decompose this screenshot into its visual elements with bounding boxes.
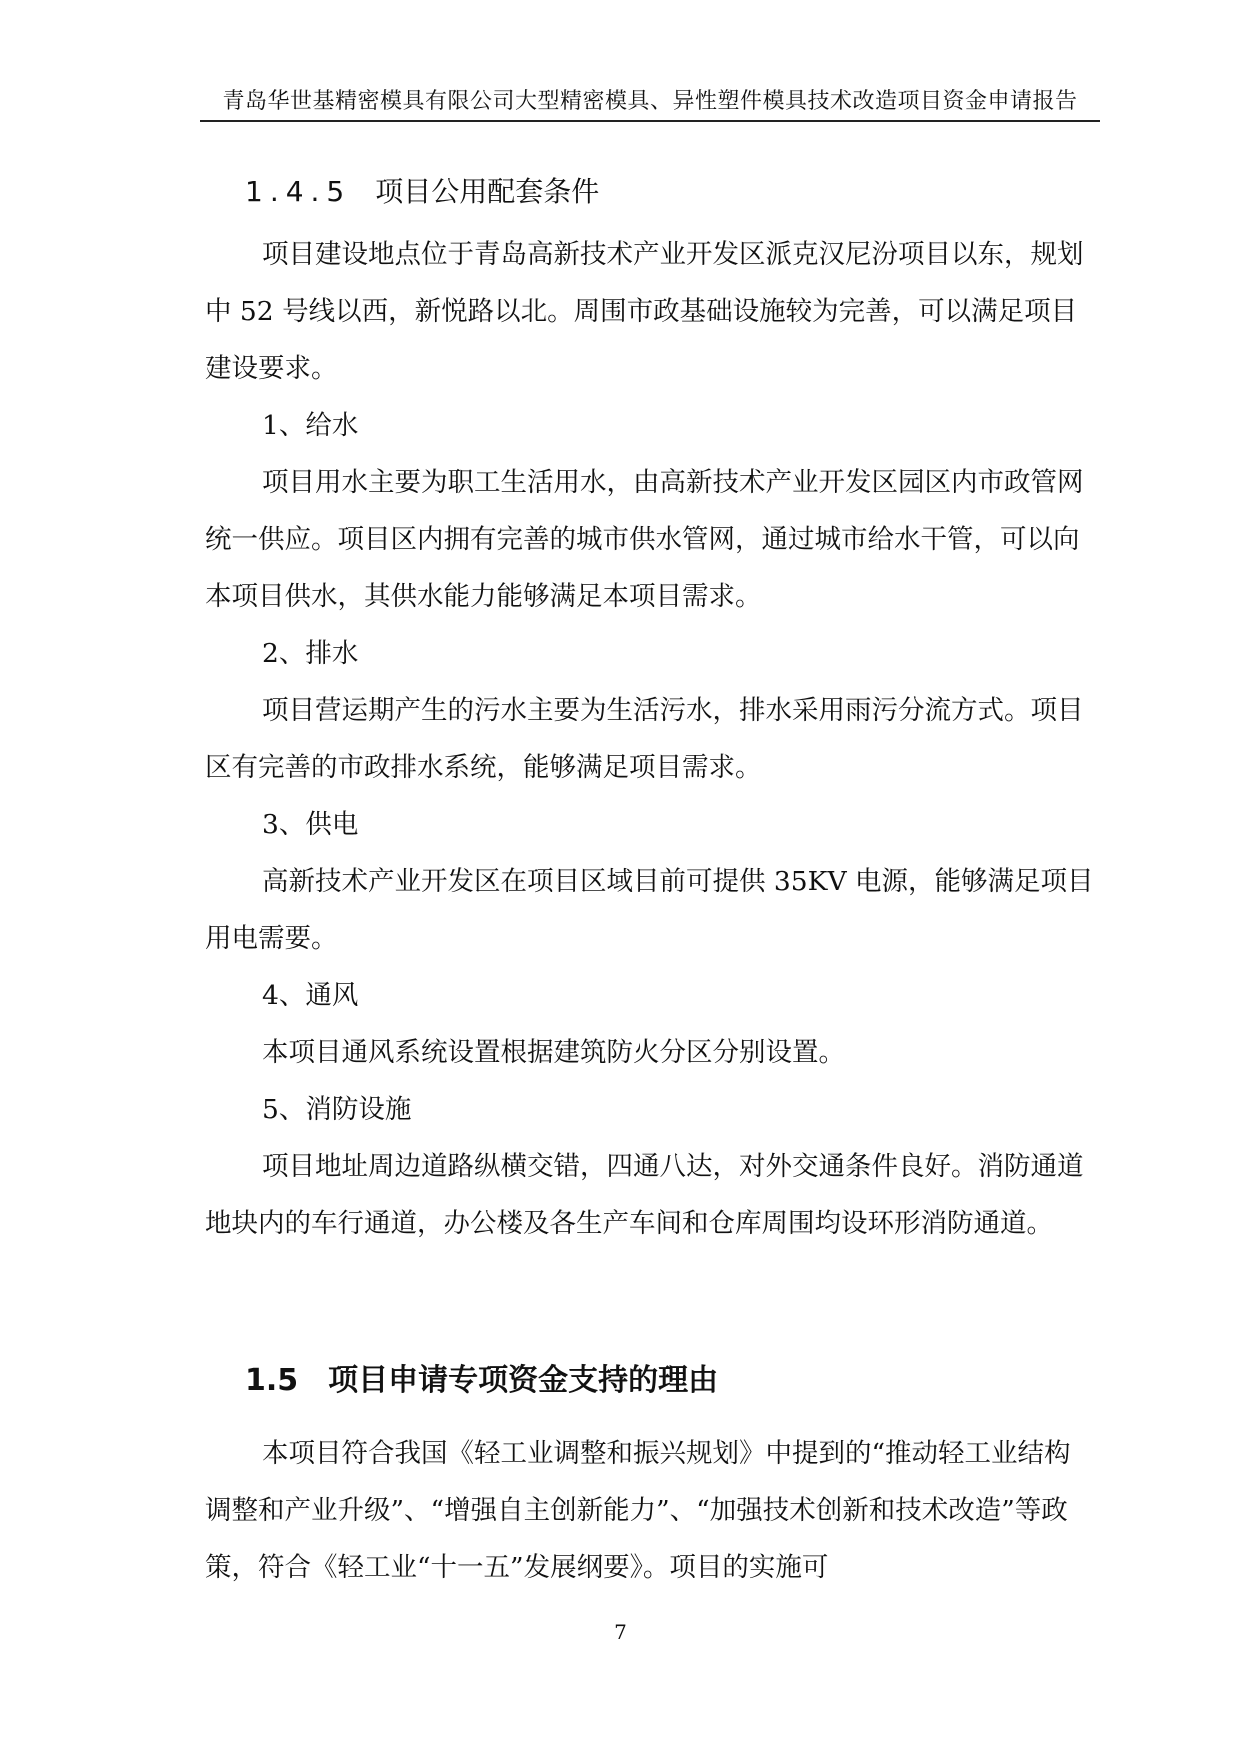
item-label-ventilation: 4、通风 (262, 980, 359, 1011)
reason-paragraph: 本项目符合我国《轻工业调整和振兴规划》中提到的“推动轻工业结构调整和产业升级”、“增强自主创新能力”、“加强技术创新和技术改造”等政策，符合《轻工业“十一五”发展纲要》。项目的实施可 (205, 1438, 1071, 1583)
section-1-5-body (205, 1425, 1097, 1596)
item-text-water-supply: 项目用水主要为职工生活用水，由高新技术产业开发区园区内市政管网统一供应。项目区内拥有完善的城市供水管网，通过城市给水干管，可以向本项目供水，其供水能力能够满足本项目需求。 (205, 467, 1084, 612)
intro-paragraph: 项目建设地点位于青岛高新技术产业开发区派克汉尼汾项目以东，规划中 52 号线以西，新悦路以北。周围市政基础设施较为完善，可以满足项目建设要求。 (205, 239, 1084, 384)
section-title: 项目申请专项资金支持的理由 (328, 1363, 719, 1398)
item-label-drainage: 2、排水 (262, 638, 359, 669)
item-text-power-supply: 高新技术产业开发区在项目区域目前可提供 35KV 电源，能够满足项目用电需要。 (205, 866, 1094, 954)
header-rule (200, 120, 1100, 122)
section-title: 项目公用配套条件 (375, 175, 600, 208)
section-number: 1.5 (245, 1363, 299, 1398)
item-label-water-supply: 1、给水 (262, 410, 359, 441)
section-1-5-heading (245, 1355, 718, 1399)
item-text-fire-protection: 项目地址周边道路纵横交错，四通八达，对外交通条件良好。消防通道地块内的车行通道，办公楼及各生产车间和仓库周围均设环形消防通道。 (205, 1151, 1084, 1239)
section-1-4-5-body (205, 226, 1097, 1252)
section-number: 1.4.5 (245, 175, 352, 208)
section-1-4-5-heading (245, 170, 599, 210)
item-label-power-supply: 3、供电 (262, 809, 359, 840)
running-header: 青岛华世基精密模具有限公司大型精密模具、异性塑件模具技术改造项目资金申请报告 (222, 89, 1078, 114)
item-label-fire-protection: 5、消防设施 (262, 1094, 412, 1125)
page-number: 7 (614, 1620, 627, 1644)
item-text-ventilation: 本项目通风系统设置根据建筑防火分区分别设置。 (262, 1037, 845, 1068)
item-text-drainage: 项目营运期产生的污水主要为生活污水，排水采用雨污分流方式。项目区有完善的市政排水系统，能够满足项目需求。 (205, 695, 1084, 783)
